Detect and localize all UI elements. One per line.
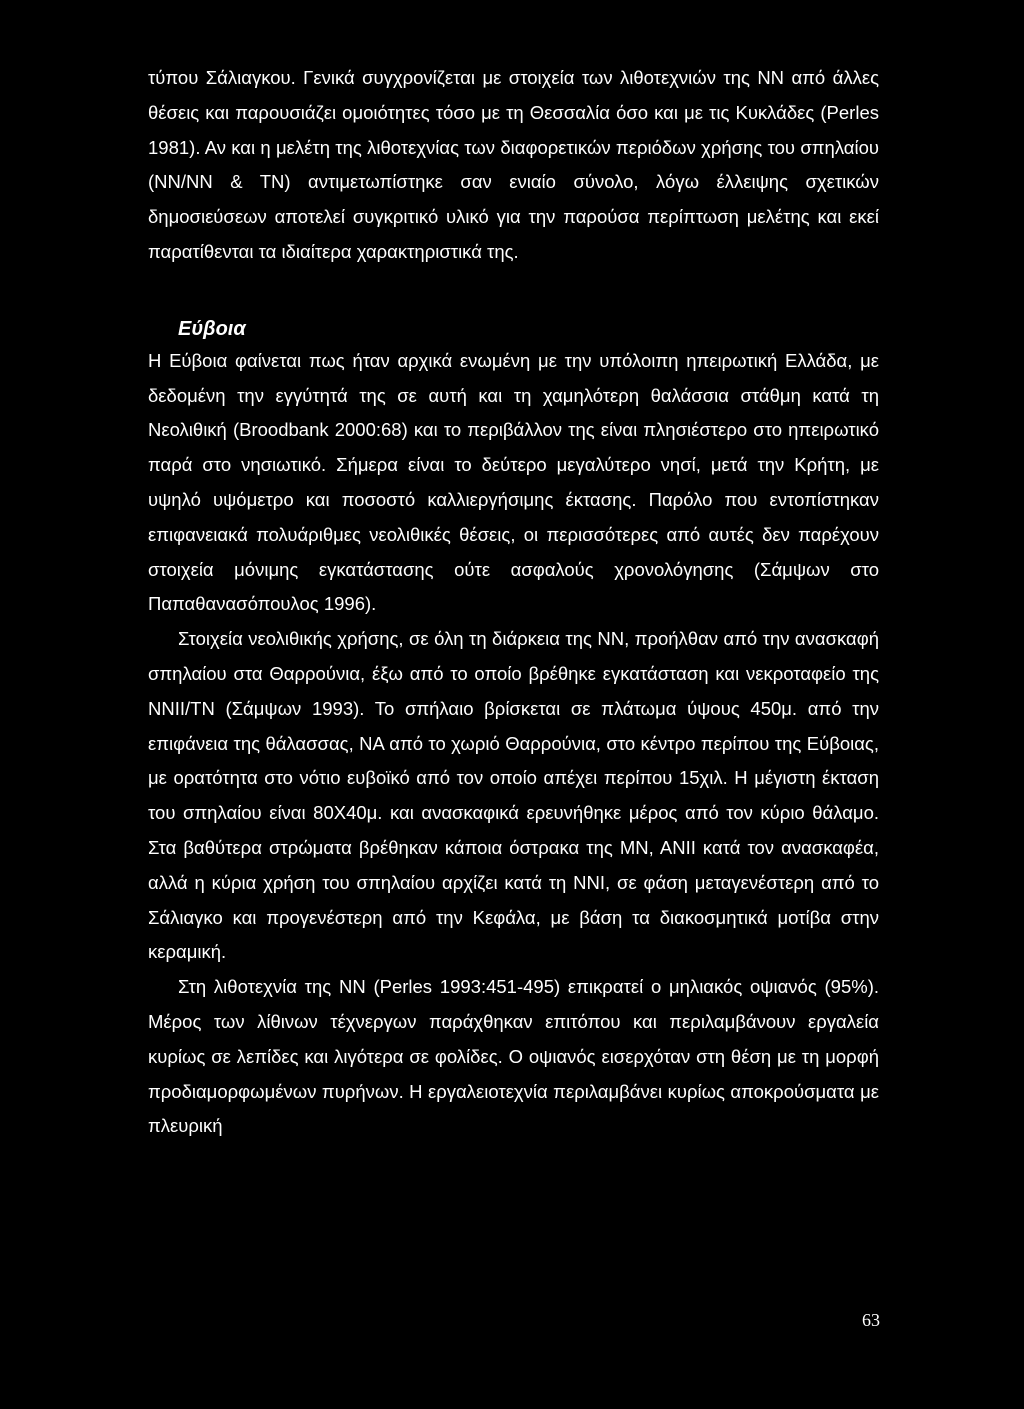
body-paragraph: Στη λιθοτεχνία της ΝΝ (Perles 1993:451-495) επικρατεί ο μηλιακός οψιανός (95%). Μέρος των λίθινων τέχνεργων παράχθηκαν επιτόπου και περιλαμβάνουν εργαλεία κυρίως σε λεπίδες και λιγότερα σε φολίδες. Ο οψιανός εισερχόταν στη θέση με τη μορφή προδιαμορφωμένων πυρήνων. Η εργαλειοτεχνία περιλαμβάνει κυρίως αποκρούσματα με πλευρική (148, 976, 879, 1137)
page-number: 63 (862, 1310, 880, 1330)
body-paragraph: Η Εύβοια φαίνεται πως ήταν αρχικά ενωμένη με την υπόλοιπη ηπειρωτική Ελλάδα, με δεδομένη την εγγύτητά της σε αυτή και τη χαμηλότερη θαλάσσια στάθμη κατά τη Νεολιθική (Broodbank 2000:68) και το περιβάλλον της είναι πλησιέστερο στο ηπειρωτικό παρά στο νησιωτικό. Σήμερα είναι το δεύτερο μεγαλύτερο νησί, μετά την Κρήτη, με υψηλό υψόμετρο και ποσοστό καλλιεργήσιμης έκτασης. Παρόλο που εντοπίστηκαν επιφανειακά πολυάριθμες νεολιθικές θέσεις, οι περισσότερες από αυτές δεν παρέχουν στοιχεία μόνιμης εγκατάστασης ούτε ασφαλούς χρονολόγησης (Σάμψων στο Παπαθανασόπουλος 1996). (148, 349, 879, 615)
document-page (148, 61, 879, 1144)
section-heading: Εύβοια (178, 317, 246, 340)
body-paragraph: τύπου Σάλιαγκου. Γενικά συγχρονίζεται με στοιχεία των λιθοτεχνιών της ΝΝ από άλλες θέσεις και παρουσιάζει ομοιότητες τόσο με τη Θεσσαλία όσο και με τις Κυκλάδες (Perles 1981). Αν και η μελέτη της λιθοτεχνίας των διαφορετικών περιόδων χρήσης του σπηλαίου (ΝΝ/ΝΝ & ΤΝ) αντιμετωπίστηκε σαν ενιαίο σύνολο, λόγω έλλειψης σχετικών δημοσιεύσεων αποτελεί συγκριτικό υλικό για την παρούσα περίπτωση μελέτης και εκεί παρατίθενται τα ιδιαίτερα χαρακτηριστικά της. (148, 67, 879, 262)
body-paragraph: Στοιχεία νεολιθικής χρήσης, σε όλη τη διάρκεια της ΝΝ, προήλθαν από την ανασκαφή σπηλαίου στα Θαρρούνια, έξω από το οποίο βρέθηκε εγκατάσταση και νεκροταφείο της ΝΝΙΙ/ΤΝ (Σάμψων 1993). Το σπήλαιο βρίσκεται σε πλάτωμα ύψους 450μ. από την επιφάνεια της θάλασσας, ΝΑ από το χωριό Θαρρούνια, στο κέντρο περίπου της Εύβοιας, με ορατότητα στο νότιο ευβοϊκό από τον οποίο απέχει περίπου 15χιλ. Η μέγιστη έκταση του σπηλαίου είναι 80Χ40μ. και ανασκαφικά ερευνήθηκε μέρος από τον κύριο θάλαμο. Στα βαθύτερα στρώματα βρέθηκαν κάποια όστρακα της ΜΝ, ΑΝΙΙ κατά τον ανασκαφέα, αλλά η κύρια χρήση του σπηλαίου αρχίζει κατά τη ΝΝΙ, σε φάση μεταγενέστερη από το Σάλιαγκο και προγενέστερη από την Κεφάλα, με βάση τα διακοσμητικά μοτίβα στην κεραμική. (148, 628, 879, 963)
